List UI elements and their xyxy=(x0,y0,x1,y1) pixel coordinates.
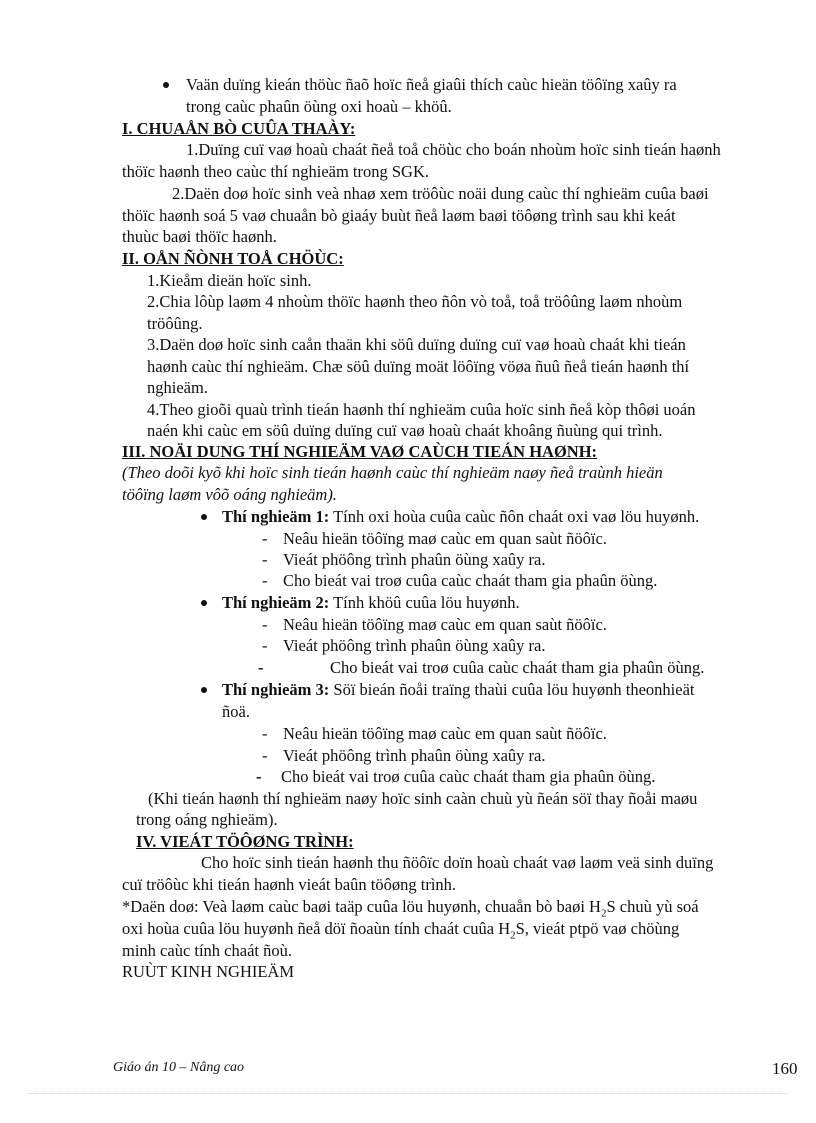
dash-icon: - xyxy=(258,658,264,677)
dash-icon: - xyxy=(262,529,268,548)
dash-icon: - xyxy=(256,767,262,786)
experiment-3-task-observe: Neâu hieän töôïng maø caùc em quan saùt ñöôïc. xyxy=(283,724,607,743)
section-4-p1-line-1: Cho hoïc sinh tieán haønh thu ñöôïc doïn hoaù chaát vaø laøm veä sinh duïng xyxy=(201,853,714,872)
section-2-heading: II. OÅN ÑÒNH TOÅ CHÖÙC: xyxy=(122,249,344,268)
section-3-heading: III. NOÄI DUNG THÍ NGHIEÄM VAØ CAÙCH TIEÁN HAØNH: xyxy=(122,442,598,461)
bullet-icon xyxy=(201,514,207,520)
experiment-3-task-role: Cho bieát vai troø cuûa caùc chaát tham gia phaûn öùng. xyxy=(281,767,656,786)
section-2-item-4-line-1: 4.Theo gioõi quaù trình tieán haønh thí nghieäm cuûa hoïc sinh ñeå kòp thôøi uoán xyxy=(147,400,696,419)
intro-line-1: Vaän duïng kieán thöùc ñaõ hoïc ñeå giaûi thích caùc hieän töôïng xaûy ra xyxy=(186,75,677,94)
section-4-p2-line-2-b: S, vieát ptpö vaø chöùng xyxy=(515,919,680,938)
experiment-1-task-observe: Neâu hieän töôïng maø caùc em quan saùt ñöôïc. xyxy=(283,529,607,548)
experiment-2 xyxy=(222,592,520,614)
page-number: 160 xyxy=(772,1059,798,1078)
section-4-p2-line-1 xyxy=(122,896,699,918)
section-4-heading: IV. VIEÁT TÖÔØNG TRÌNH: xyxy=(136,832,354,851)
experiment-3 xyxy=(222,679,695,701)
bullet-icon xyxy=(201,687,207,693)
footer-label: Giáo án 10 – Nâng cao xyxy=(113,1060,245,1075)
section-2-item-1: 1.Kieåm dieän hoïc sinh. xyxy=(147,271,312,290)
section-1-p1-line-2: thöïc haønh theo caùc thí nghieäm trong SGK. xyxy=(122,162,430,181)
intro-line-2: trong caùc phaûn öùng oxi hoaù – khöû. xyxy=(186,97,452,116)
experiment-2-label: Thí nghieäm 2: xyxy=(222,593,330,612)
subscript-2: 2 xyxy=(510,929,516,942)
section-1-p2-line-2: thöïc haønh soá 5 vaø chuaån bò giaáy buùt ñeå laøm baøi töôøng trình sau khi keát xyxy=(122,206,676,225)
section-2-item-4-line-2: naén khi caùc em söû duïng duïng cuï vaø hoaù chaát khoâng ñuùng qui trình. xyxy=(147,421,663,440)
section-4-p2-line-2-a: oxi hoùa cuûa löu huyønh ñeå döï ñoaùn tính chaát cuûa H xyxy=(122,919,511,938)
section-3-note-line-2: töôïng laøm vôõ oáng nghieäm). xyxy=(122,485,337,504)
experience-heading: RUÙT KINH NGHIEÄM xyxy=(122,962,295,981)
bullet-icon xyxy=(163,82,169,88)
experiment-3-title: Söï bieán ñoåi traïng thaùi cuûa löu huyønh theonhieät xyxy=(329,680,695,699)
section-1-heading: I. CHUAÅN BÒ CUÛA THAÀY: xyxy=(122,119,356,138)
section-3-note-line-1: (Theo doõi kyõ khi hoïc sinh tieán haønh caùc thí nghieäm naøy ñeå traùnh hieän xyxy=(122,463,663,482)
experiment-2-task-role: Cho bieát vai troø cuûa caùc chaát tham gia phaûn öùng. xyxy=(330,658,705,677)
experiment-2-task-equation: Vieát phöông trình phaûn öùng xaûy ra. xyxy=(283,636,546,655)
section-2-item-2-line-1: 2.Chia lôùp laøm 4 nhoùm thöïc haønh theo ñôn vò toå, toå tröôûng laøm nhoùm xyxy=(147,292,683,311)
section-2-item-3-line-2: haønh caùc thí nghieäm. Chæ söû duïng moät löôïng vöøa ñuû ñeå tieán haønh thí xyxy=(147,357,690,376)
dash-icon: - xyxy=(262,550,268,569)
experiment-1 xyxy=(222,506,699,528)
dash-icon: - xyxy=(262,724,268,743)
dash-icon: - xyxy=(262,746,268,765)
experiment-3-title-line-2: ñoä. xyxy=(222,702,250,721)
section-3-closing-line-2: trong oáng nghieäm). xyxy=(136,810,278,829)
dash-icon: - xyxy=(262,636,268,655)
bottom-divider xyxy=(28,1093,788,1094)
section-4-p1-line-2: cuï tröôùc khi tieán haønh vieát baûn töôøng trình. xyxy=(122,875,457,894)
section-4-p2-line-2 xyxy=(122,918,679,940)
section-1-p2-line-3: thuùc baøi thöïc haønh. xyxy=(122,227,277,246)
section-2-item-3-line-1: 3.Daën doø hoïc sinh caån thaän khi söû duïng duïng cuï vaø hoaù chaát khi tieán xyxy=(147,335,686,354)
section-3-closing-line-1: (Khi tieán haønh thí nghieäm naøy hoïc sinh caàn chuù yù ñeán söï thay ñoåi maøu xyxy=(148,789,698,808)
experiment-1-label: Thí nghieäm 1: xyxy=(222,507,330,526)
section-4-p2-line-3: minh caùc tính chaát ñoù. xyxy=(122,941,292,960)
experiment-1-title: Tính oxi hoùa cuûa caùc ñôn chaát oxi vaø löu huyønh. xyxy=(329,507,700,526)
subscript-2: 2 xyxy=(600,907,607,920)
dash-icon: - xyxy=(262,571,268,590)
experiment-1-task-equation: Vieát phöông trình phaûn öùng xaûy ra. xyxy=(283,550,546,569)
experiment-2-task-observe: Neâu hieän töôïng maø caùc em quan saùt ñöôïc. xyxy=(283,615,607,634)
experiment-1-task-role: Cho bieát vai troø cuûa caùc chaát tham gia phaûn öùng. xyxy=(283,571,658,590)
bullet-icon xyxy=(201,600,207,606)
section-1-p1-line-1: 1.Duïng cuï vaø hoaù chaát ñeå toå chöùc cho boán nhoùm hoïc sinh tieán haønh xyxy=(186,140,721,159)
section-4-p2-line-1-b: S chuù yù soá xyxy=(606,897,699,916)
dash-icon: - xyxy=(262,615,268,634)
experiment-2-title: Tính khöû cuûa löu huyønh. xyxy=(329,593,520,612)
section-2-item-3-line-3: nghieäm. xyxy=(147,378,208,397)
experiment-3-label: Thí nghieäm 3: xyxy=(222,680,330,699)
section-2-item-2-line-2: tröôûng. xyxy=(147,314,203,333)
section-4-p2-line-1-a: *Daën doø: Veà laøm caùc baøi taäp cuûa löu huyønh, chuaån bò baøi H xyxy=(122,897,601,916)
section-1-p2-line-1: 2.Daën doø hoïc sinh veà nhaø xem tröôùc noäi dung caùc thí nghieäm cuûa baøi xyxy=(172,184,709,203)
experiment-3-task-equation: Vieát phöông trình phaûn öùng xaûy ra. xyxy=(283,746,546,765)
